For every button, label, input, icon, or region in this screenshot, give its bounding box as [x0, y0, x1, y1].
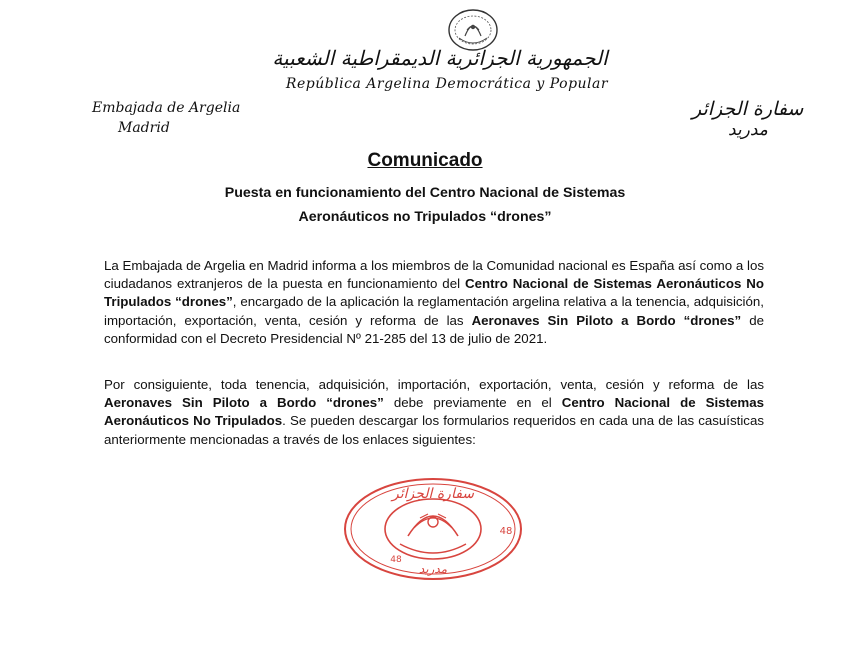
paragraph-1 — [104, 257, 764, 348]
paragraph-2 — [104, 376, 764, 449]
embassy-name-ar: سفارة الجزائر — [692, 98, 804, 120]
embassy-city-ar: مدريد — [728, 120, 768, 140]
p2-bold-1: Aeronaves Sin Piloto a Bordo “drones” — [104, 395, 384, 411]
p1-text-1: La Embajada de Argelia en Madrid informa a los miembros de la Comunidad nacional es España así como a los ciudadanos extranjeros de la puesta en funcionamiento del — [104, 258, 764, 292]
p1-bold-2: Aeronaves Sin Piloto a Bordo “drones” — [471, 312, 742, 328]
p2-bold-2: Centro Nacional de Sistemas Aeronáuticos No Tripulados — [104, 395, 764, 429]
svg-text:48: 48 — [390, 555, 402, 565]
subtitle-line-1: Puesta en funcionamiento del Centro Nacional de Sistemas — [224, 185, 626, 201]
latin-republic-title: República Argelina Democrática y Popular — [285, 76, 609, 92]
arabic-republic-title: الجمهورية الجزائرية الديمقراطية الشعبية — [272, 46, 608, 70]
p1-text-3: de conformidad con el Decreto Presidencial Nº 21-285 del 13 de julio de 2021. — [104, 312, 764, 346]
embassy-stamp-icon — [338, 474, 528, 584]
subtitle-line-2: Aeronáuticos no Tripulados “drones” — [298, 209, 552, 225]
p1-bold-1: Centro Nacional de Sistemas Aeronáuticos No Tripulados “drones” — [104, 276, 764, 310]
p2-text-3: . Se pueden descargar los formularios requeridos en cada una de las casuísticas anteriormente mencionadas a través de los enlaces siguientes: — [104, 413, 764, 447]
document-title: Comunicado — [367, 150, 483, 171]
svg-text:مدريد: مدريد — [418, 562, 448, 576]
p2-text-2: debe previamente en el — [383, 395, 562, 411]
p1-text-2: , encargado de la aplicación la reglamentación argelina relativa a la tenencia, adquisición, importación, exportación, venta, cesión y reforma de las — [104, 294, 764, 328]
svg-text:سفارة الجزائر: سفارة الجزائر — [391, 486, 475, 502]
p2-text-1: Por consiguiente, toda tenencia, adquisición, importación, exportación, venta, cesión y reforma de las — [104, 377, 764, 392]
svg-text:48: 48 — [499, 526, 513, 537]
embassy-city-es: Madrid — [118, 120, 170, 136]
embassy-name-es: Embajada de Argelia — [92, 100, 241, 116]
document-subtitle — [130, 181, 720, 229]
